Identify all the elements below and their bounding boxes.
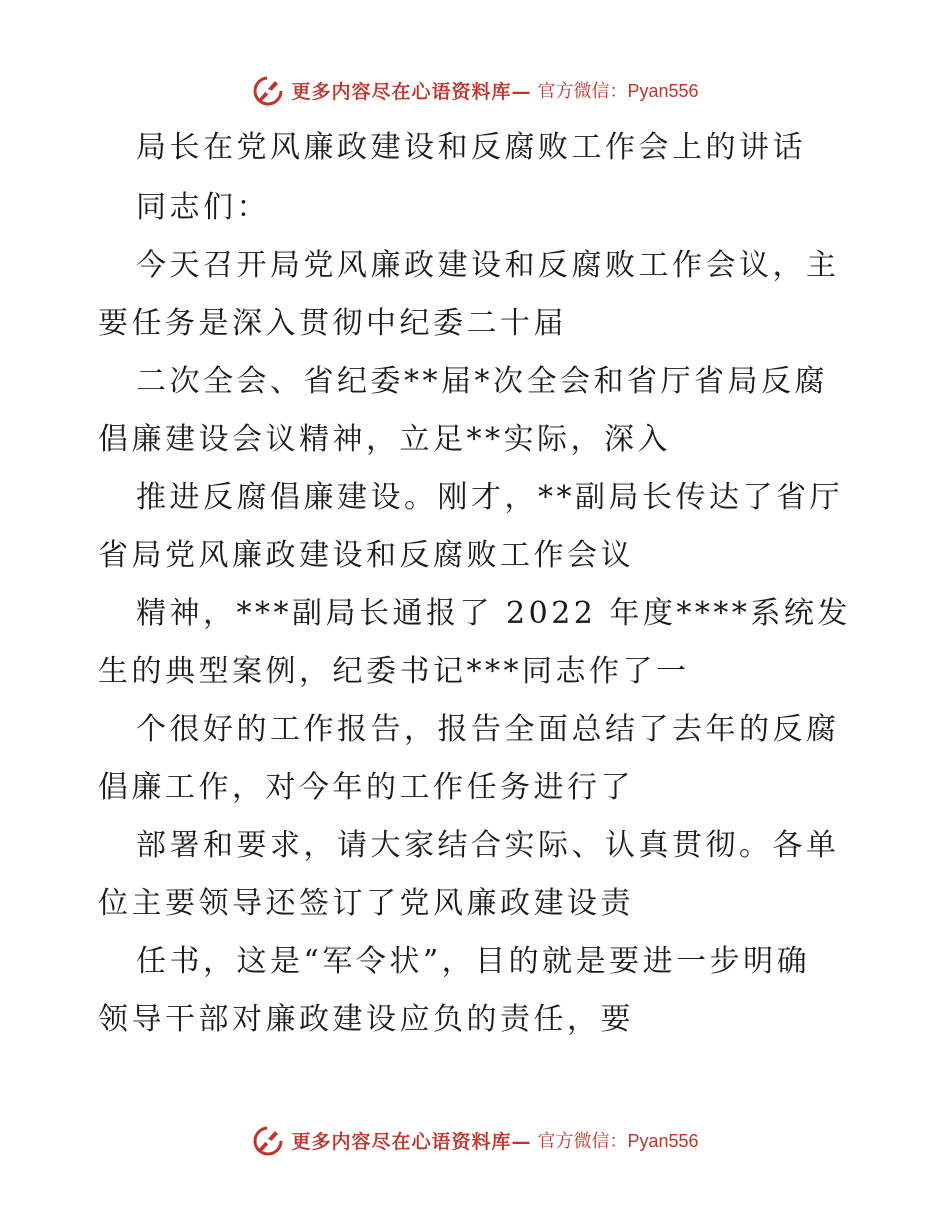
- text-line: 推进反腐倡廉建设。刚才，**副局长传达了省厅: [136, 480, 843, 515]
- text-line: 二次全会、省纪委**届*次全会和省厅省局反腐: [136, 364, 828, 399]
- brush-logo-icon: [251, 1123, 285, 1157]
- watermark-contact: 官方微信：Pyan556: [537, 1131, 699, 1151]
- text-line: 今天召开局党风廉政建设和反腐败工作会议，主: [136, 248, 840, 283]
- document-title: 局长在党风廉政建设和反腐败工作会上的讲话: [136, 130, 806, 165]
- text-line: 倡廉工作，对今年的工作任务进行了: [98, 770, 634, 805]
- text-line: 精神，***副局长通报了 2022 年度****系统发: [136, 596, 851, 631]
- watermark-text: 更多内容尽在心语资料库—: [291, 80, 532, 103]
- text-line: 省局党风廉政建设和反腐败工作会议: [98, 538, 634, 573]
- text-line: 领导干部对廉政建设应负的责任，要: [98, 1002, 634, 1037]
- text-line: 生的典型案例，纪委书记***同志作了一: [98, 654, 690, 689]
- brush-logo-icon: [251, 73, 285, 107]
- watermark-contact: 官方微信：Pyan556: [537, 81, 699, 101]
- text-line: 个很好的工作报告，报告全面总结了去年的反腐: [136, 712, 840, 747]
- watermark-footer: [0, 1120, 950, 1160]
- text-line: 倡廉建设会议精神，立足**实际，深入: [98, 422, 671, 457]
- watermark-header: [0, 70, 950, 110]
- text-line: 部署和要求，请大家结合实际、认真贯彻。各单: [136, 828, 840, 863]
- salutation: 同志们：: [136, 190, 270, 225]
- text-line: 任书，这是“军令状”，目的就是要进一步明确: [136, 944, 811, 979]
- text-line: 位主要领导还签订了党风廉政建设责: [98, 886, 634, 921]
- watermark-text: 更多内容尽在心语资料库—: [291, 1130, 532, 1153]
- text-line: 要任务是深入贯彻中纪委二十届: [98, 306, 567, 341]
